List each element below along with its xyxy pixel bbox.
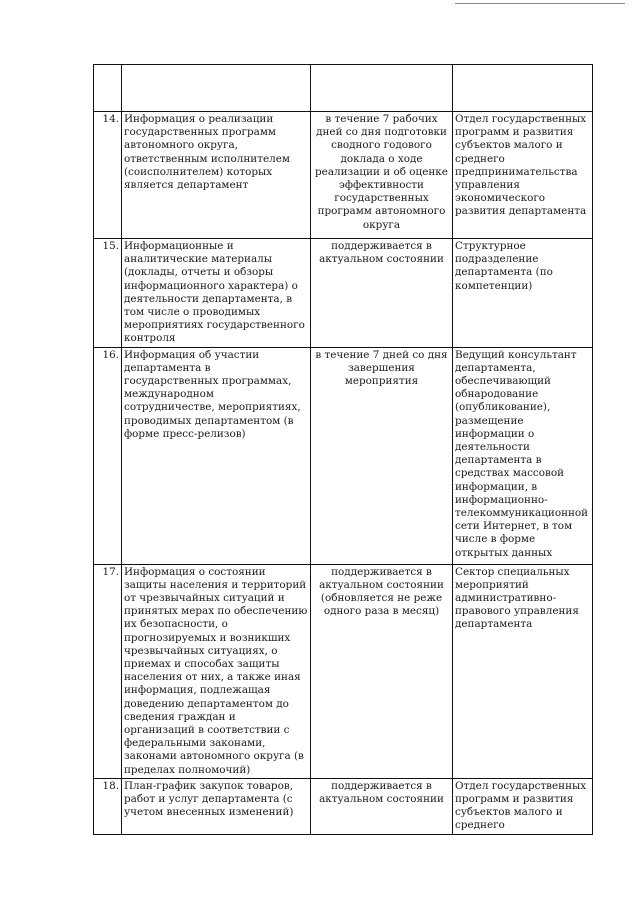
cell-name: Информационные и аналитические материалы (доклады, отчеты и обзоры информационного характера) о деятельности департамента, в том числе о проводимых мероприятиях государственного контроля [122,239,311,348]
cell-name: Информация о состоянии защиты населения и территорий от чрезвычайных ситуаций и принятых мерах по обеспечению их безопасности, о прогнозируемых и возникших чрезвычайных ситуациях, о приемах и способах защиты населения от них, а также иная информация, подлежащая доведению департаментом до сведения граждан и организаций в соответствии с федеральными законами, законами автономного округа (в пределах полномочий) [122,564,311,778]
cell-name: Информация об участии департамента в государственных программах, международном сотрудничестве, мероприятиях, проводимых департаментом (в форме пресс-релизов) [122,347,311,564]
scan-edge-line [455,3,625,4]
cell-term: поддерживается в актуальном состоянии [311,239,453,348]
cell-responsible: Отдел государственных программ и развития субъектов малого и среднего [453,778,593,834]
table-row [94,239,593,348]
cell-num [94,65,122,112]
cell-responsible: Структурное подразделение департамента (по компетенции) [453,239,593,348]
table-row [94,347,593,564]
cell-responsible: Ведущий консультант департамента, обеспечивающий обнародование (опубликование), размещение информации о деятельности департамента в средствах массовой информации, в информационно-телекоммуникационной сети Интернет, в том числе в форме открытых данных [453,347,593,564]
cell-term: в течение 7 дней со дня завершения мероприятия [311,347,453,564]
cell-num: 16. [94,347,122,564]
table-row [94,112,593,239]
cell-name [122,65,311,112]
cell-term: поддерживается в актуальном состоянии [311,778,453,834]
table-row [94,564,593,778]
cell-term [311,65,453,112]
cell-term: поддерживается в актуальном состоянии (обновляется не реже одного раза в месяц) [311,564,453,778]
cell-num: 18. [94,778,122,834]
cell-responsible: Сектор специальных мероприятий административно-правового управления департамента [453,564,593,778]
cell-responsible: Отдел государственных программ и развития субъектов малого и среднего предпринимательства управления экономического развития департамента [453,112,593,239]
table-row-empty [94,65,593,112]
cell-name: План-график закупок товаров, работ и услуг департамента (с учетом внесенных изменений) [122,778,311,834]
table-row [94,778,593,834]
cell-num: 14. [94,112,122,239]
document-table [93,64,593,835]
cell-name: Информация о реализации государственных программ автономного округа, ответственным исполнителем (соисполнителем) которых является департамент [122,112,311,239]
cell-num: 15. [94,239,122,348]
cell-term: в течение 7 рабочих дней со дня подготовки сводного годового доклада о ходе реализации и об оценке эффективности государственных программ автономного округа [311,112,453,239]
cell-responsible [453,65,593,112]
cell-num: 17. [94,564,122,778]
